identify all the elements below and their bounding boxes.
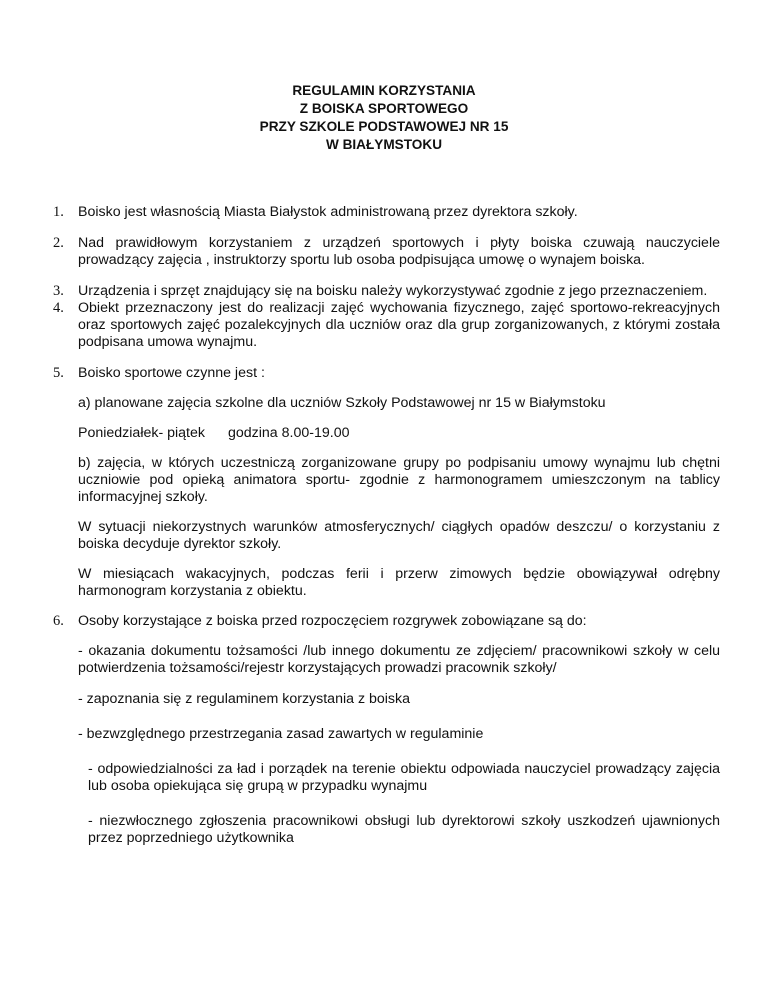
title-line-1: REGULAMIN KORZYSTANIA [292,83,476,98]
item6-duty-3: - bezwzględnego przestrzegania zasad zawartych w regulaminie [78,726,484,742]
list-number: 1. [53,204,64,220]
list-item-2 [50,235,720,269]
item5-point-a: a) planowane zajęcia szkolne dla uczniów Szkoły Podstawowej nr 15 w Białymstoku [78,395,606,411]
list-number: 6. [53,613,64,629]
item6-duty-2: - zapoznania się z regulaminem korzystania z boiska [78,691,410,707]
list-text: Obiekt przeznaczony jest do realizacji zajęć wychowania fizycznego, zajęć sportowo-rekreacyjnych oraz sportowych zajęć pozalekcyjnych dla uczniów oraz dla grup zorganizowanych, z którymi została podpisana umowa wynajmu. [78,300,720,350]
item5-point-b: b) zajęcia, w których uczestniczą zorganizowane grupy po podpisaniu umowy wynajmu lub chętni uczniowie pod opieką animatora sportu- zgodnie z harmonogramem umieszczonym na tablicy informacyjnej szkoły. [78,455,720,505]
regulations-list [50,204,720,847]
list-item-6 [50,613,720,630]
item5-hours-row [50,425,720,442]
item5-holidays-note: W miesiącach wakacyjnych, podczas ferii i przerw zimowych będzie obowiązywał odrębny harmonogram korzystania z obiektu. [78,566,720,599]
list-text: Urządzenia i sprzęt znajdujący się na boisku należy wykorzystywać zgodnie z jego przeznaczeniem. [78,283,708,299]
list-item-4 [50,300,720,351]
title-line-2: Z BOISKA SPORTOWEGO [299,101,469,116]
list-text: Osoby korzystające z boiska przed rozpoczęciem rozgrywek zobowiązane są do: [78,613,587,629]
list-number: 3. [53,283,64,299]
list-number: 5. [53,365,64,381]
title-line-3: PRZY SZKOLE PODSTAWOWEJ NR 15 [259,119,509,134]
list-number: 2. [53,235,64,251]
list-text: Nad prawidłowym korzystaniem z urządzeń sportowych i płyty boiska czuwają nauczyciele prowadzący zajęcia , instruktorzy sportu lub osoba podpisująca umowę o wynajem boiska. [78,235,720,268]
item6-duty-1: - okazania dokumentu tożsamości /lub innego dokumentu ze zdjęciem/ pracownikowi szkoły w celu potwierdzenia tożsamości/rejestr korzystających prowadzi pracownik szkoły/ [78,643,720,676]
document-title [0,82,768,154]
list-text: Boisko jest własnością Miasta Białystok administrowaną przez dyrektora szkoły. [78,204,578,220]
title-line-4: W BIAŁYMSTOKU [325,137,443,152]
item6-duty-5: - niezwłocznego zgłoszenia pracownikowi obsługi lub dyrektorowi szkoły uszkodzeń ujawnionych przez poprzedniego użytkownika [88,813,720,846]
list-number: 4. [53,300,64,316]
list-item-3 [50,283,720,300]
item5-weather-note: W sytuacji niekorzystnych warunków atmosferycznych/ ciągłych opadów deszczu/ o korzystaniu z boiska decyduje dyrektor szkoły. [78,519,720,552]
list-item-5 [50,365,720,382]
item5-hours: godzina 8.00-19.00 [228,425,350,441]
list-item-1 [50,204,720,221]
item6-duty-4 [50,761,720,795]
item6-duty-4-text: - odpowiedzialności za ład i porządek na terenie obiektu odpowiada nauczyciel prowadzący zajęcia lub osoba opiekująca się grupą w przypadku wynajmu [88,761,720,794]
list-text: Boisko sportowe czynne jest : [78,365,265,381]
item5-days: Poniedziałek- piątek [78,425,205,441]
